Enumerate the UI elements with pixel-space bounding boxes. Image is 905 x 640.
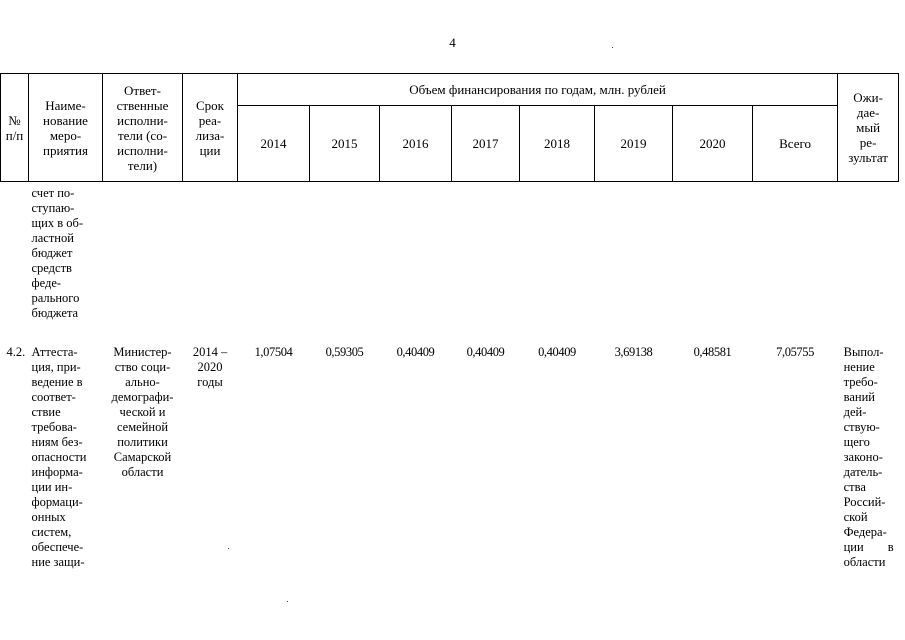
table-row	[1, 337, 899, 570]
result-line-justified	[844, 540, 894, 555]
value-text: 3,69138	[614, 344, 653, 359]
result-line: Россий-	[843, 494, 886, 509]
table-row-continuation	[1, 182, 899, 337]
cell-empty	[310, 182, 380, 337]
row-num-text: 4.2.	[6, 344, 26, 359]
col-header-year	[595, 106, 673, 182]
col-header-num-label: № п/п	[5, 112, 24, 143]
cell-value-2016	[380, 337, 452, 570]
year-label: 2015	[331, 136, 358, 151]
cell-term	[183, 337, 238, 570]
value-text: 1,07504	[254, 344, 293, 359]
col-header-term-label: Срок реа- лиза- ции	[195, 97, 225, 158]
result-line: Федера-	[843, 524, 887, 539]
result-line: щего	[843, 434, 870, 449]
scan-speck	[612, 47, 613, 48]
cell-executors	[103, 337, 183, 570]
col-header-year	[452, 106, 520, 182]
col-header-funding-label: Объем финансирования по годам, млн. рублей	[409, 82, 666, 97]
year-label: 2019	[620, 136, 647, 151]
cell-name	[29, 337, 103, 570]
row-executors-text: Министер- ство соци- ально- демографи- ческой и семейной политики Самарской области	[111, 344, 174, 479]
row-name-text: Аттеста- ция, при- ведение в соответ- ствие требова- ниям без- опасности информа- ции ин- формаци- онных систем, обеспече- ние защи-	[31, 344, 87, 569]
col-header-year	[238, 106, 310, 182]
cell-empty	[838, 182, 899, 337]
cell-name	[29, 182, 103, 337]
page-number: 4	[449, 35, 456, 50]
col-header-year	[673, 106, 753, 182]
result-line: дей-	[843, 404, 867, 419]
col-header-total	[753, 106, 838, 182]
value-text: 0,59305	[325, 344, 364, 359]
cell-empty	[103, 182, 183, 337]
col-header-num	[1, 74, 29, 182]
cell-value-2014	[238, 337, 310, 570]
continuation-name-text: счет по- ступаю- щих в об- ластной бюджет средств феде- рального бюджета	[31, 186, 83, 320]
cell-num	[1, 337, 29, 570]
col-header-executors-label: Ответ- ственные исполни- тели (со- исполни- тели)	[116, 82, 169, 173]
cell-value-2017	[452, 337, 520, 570]
year-label: 2020	[699, 136, 726, 151]
scan-speck	[228, 548, 229, 549]
scan-speck	[287, 601, 288, 602]
cell-empty	[380, 182, 452, 337]
cell-value-total	[753, 337, 838, 570]
cell-num	[1, 182, 29, 337]
result-line: Выпол-	[843, 344, 884, 359]
result-line: ской	[843, 509, 868, 524]
result-line: ствую-	[843, 419, 880, 434]
col-header-result-label: Ожи- дае- мый ре- зультат	[848, 90, 888, 165]
col-header-year	[310, 106, 380, 182]
total-label: Всего	[779, 136, 811, 151]
value-text: 0,40409	[538, 344, 576, 359]
year-label: 2016	[402, 136, 429, 151]
result-line: законо-	[843, 449, 883, 464]
cell-empty	[238, 182, 310, 337]
row-term-text: 2014 – 2020 годы	[192, 344, 228, 389]
cell-empty	[452, 182, 520, 337]
cell-result	[838, 337, 899, 570]
header-row-1	[1, 74, 899, 106]
result-word: в	[887, 539, 894, 554]
value-text: 0,40409	[466, 344, 505, 359]
result-line: датель-	[843, 464, 883, 479]
result-line: нение	[843, 359, 875, 374]
cell-value-2020	[673, 337, 753, 570]
cell-value-2019	[595, 337, 673, 570]
result-line: ства	[843, 479, 866, 494]
col-header-year	[520, 106, 595, 182]
col-header-name-label: Наиме- нование меро- приятия	[42, 97, 88, 158]
result-line: требо-	[843, 374, 878, 389]
cell-value-2015	[310, 337, 380, 570]
cell-empty	[520, 182, 595, 337]
result-line: ваний	[843, 389, 875, 404]
col-header-executors	[103, 74, 183, 182]
col-header-result	[838, 74, 899, 182]
cell-empty	[183, 182, 238, 337]
funding-table	[0, 73, 899, 570]
year-label: 2018	[544, 136, 570, 151]
cell-empty	[753, 182, 838, 337]
year-label: 2017	[472, 136, 499, 151]
value-text: 7,05755	[776, 344, 814, 359]
cell-empty	[673, 182, 753, 337]
cell-empty	[595, 182, 673, 337]
col-header-funding	[238, 74, 838, 106]
cell-value-2018	[520, 337, 595, 570]
col-header-name	[29, 74, 103, 182]
col-header-term	[183, 74, 238, 182]
year-label: 2014	[260, 136, 287, 151]
value-text: 0,48581	[693, 344, 732, 359]
result-word: ции	[843, 539, 864, 554]
col-header-year	[380, 106, 452, 182]
value-text: 0,40409	[396, 344, 435, 359]
result-line: области	[843, 554, 886, 569]
